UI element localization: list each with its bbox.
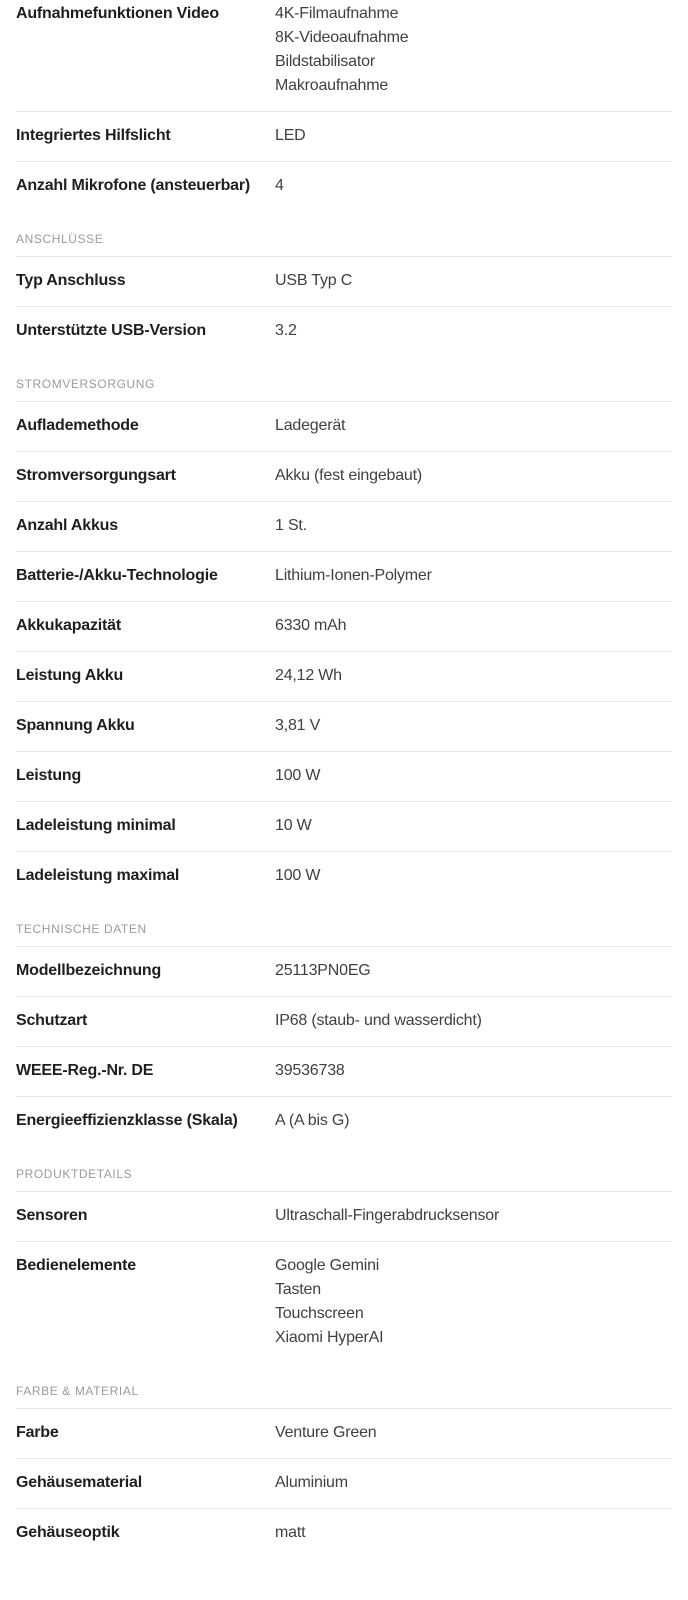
spec-row [16, 1409, 672, 1459]
section-rows [16, 1192, 672, 1363]
spec-section [16, 356, 672, 901]
spec-value-line: 3,81 V [275, 717, 321, 734]
spec-value [275, 1421, 672, 1445]
spec-label: Energieeffizienzklasse (Skala) [16, 1112, 238, 1129]
section-rows [16, 257, 672, 356]
spec-value [275, 864, 672, 888]
spec-row [16, 162, 672, 211]
spec-value-line: 10 W [275, 817, 312, 834]
spec-section [16, 211, 672, 356]
section-title: TECHNISCHE DATEN [16, 901, 672, 947]
spec-label: Farbe [16, 1424, 59, 1441]
section-rows [16, 0, 672, 211]
spec-value-line: matt [275, 1524, 306, 1541]
spec-value-line: Google Gemini [275, 1257, 380, 1274]
spec-label: Leistung [16, 767, 82, 784]
spec-value-line: 4K-Filmaufnahme [275, 5, 399, 22]
section-title: ANSCHLÜSSE [16, 211, 672, 257]
spec-value-line: Lithium-Ionen-Polymer [275, 567, 432, 584]
spec-value [275, 959, 672, 983]
spec-value [275, 319, 672, 343]
spec-value [275, 1204, 672, 1228]
spec-value-line: Xiaomi HyperAI [275, 1329, 384, 1346]
section-rows [16, 402, 672, 901]
spec-row [16, 852, 672, 901]
spec-row [16, 502, 672, 552]
spec-value-line: 100 W [275, 767, 321, 784]
spec-value [275, 124, 672, 148]
spec-row [16, 402, 672, 452]
spec-value-line: IP68 (staub- und wasserdicht) [275, 1012, 482, 1029]
spec-label: Leistung Akku [16, 667, 124, 684]
spec-row [16, 1192, 672, 1242]
spec-row [16, 1097, 672, 1146]
spec-section [16, 0, 672, 211]
spec-value [275, 1059, 672, 1083]
spec-row [16, 702, 672, 752]
spec-value-line: 4 [275, 177, 284, 194]
spec-value-line: Bildstabilisator [275, 53, 375, 70]
spec-value [275, 269, 672, 293]
spec-value-line: USB Typ C [275, 272, 353, 289]
spec-section [16, 1363, 672, 1558]
spec-value [275, 1471, 672, 1495]
spec-row [16, 997, 672, 1047]
spec-row [16, 1242, 672, 1363]
spec-value [275, 514, 672, 538]
spec-label: Bedienelemente [16, 1257, 136, 1274]
spec-value-line: 25113PN0EG [275, 962, 371, 979]
spec-label: Modellbezeichnung [16, 962, 162, 979]
spec-label: Gehäuseoptik [16, 1524, 120, 1541]
spec-label: Integriertes Hilfslicht [16, 127, 171, 144]
spec-value [275, 464, 672, 488]
spec-label: Spannung Akku [16, 717, 135, 734]
spec-label: Unterstützte USB-Version [16, 322, 206, 339]
spec-label: Stromversorgungsart [16, 467, 176, 484]
spec-value [275, 1109, 672, 1133]
spec-value [275, 414, 672, 438]
spec-row [16, 602, 672, 652]
spec-value-line: A (A bis G) [275, 1112, 350, 1129]
section-rows [16, 947, 672, 1146]
spec-value [275, 174, 672, 198]
spec-value-line: 6330 mAh [275, 617, 347, 634]
spec-label: Akkukapazität [16, 617, 121, 634]
spec-value-line: Tasten [275, 1281, 321, 1298]
spec-row [16, 257, 672, 307]
spec-label: WEEE-Reg.-Nr. DE [16, 1062, 154, 1079]
spec-value-line: LED [275, 127, 306, 144]
spec-row [16, 307, 672, 356]
spec-value [275, 1254, 672, 1350]
spec-value [275, 1521, 672, 1545]
spec-value-line: 100 W [275, 867, 321, 884]
spec-label: Schutzart [16, 1012, 88, 1029]
spec-row [16, 552, 672, 602]
section-title: STROMVERSORGUNG [16, 356, 672, 402]
spec-value-line: 1 St. [275, 517, 307, 534]
spec-value-line: Ladegerät [275, 417, 346, 434]
spec-row [16, 112, 672, 162]
spec-value-line: Makroaufnahme [275, 77, 389, 94]
spec-label: Gehäusematerial [16, 1474, 142, 1491]
spec-label: Sensoren [16, 1207, 88, 1224]
spec-label: Anzahl Mikrofone (ansteuerbar) [16, 177, 251, 194]
spec-label: Batterie-/Akku-Technologie [16, 567, 218, 584]
spec-section [16, 1146, 672, 1363]
section-title: FARBE & MATERIAL [16, 1363, 672, 1409]
spec-value [275, 1009, 672, 1033]
spec-value-line: 39536738 [275, 1062, 345, 1079]
spec-row [16, 0, 672, 112]
spec-label: Typ Anschluss [16, 272, 126, 289]
spec-row [16, 652, 672, 702]
spec-row [16, 1047, 672, 1097]
spec-row [16, 452, 672, 502]
spec-row [16, 1509, 672, 1558]
spec-label: Ladeleistung minimal [16, 817, 176, 834]
spec-row [16, 802, 672, 852]
spec-value-line: Venture Green [275, 1424, 377, 1441]
spec-label: Ladeleistung maximal [16, 867, 180, 884]
spec-value [275, 2, 672, 98]
spec-section [16, 901, 672, 1146]
section-title: PRODUKTDETAILS [16, 1146, 672, 1192]
spec-row [16, 947, 672, 997]
spec-value-line: 8K-Videoaufnahme [275, 29, 409, 46]
spec-row [16, 1459, 672, 1509]
spec-value-line: Touchscreen [275, 1305, 364, 1322]
spec-value-line: 3.2 [275, 322, 297, 339]
spec-value [275, 564, 672, 588]
spec-value [275, 814, 672, 838]
spec-row [16, 752, 672, 802]
spec-value [275, 714, 672, 738]
spec-value-line: Aluminium [275, 1474, 348, 1491]
spec-value [275, 664, 672, 688]
spec-value [275, 764, 672, 788]
spec-value-line: Akku (fest eingebaut) [275, 467, 422, 484]
spec-value [275, 614, 672, 638]
section-rows [16, 1409, 672, 1558]
spec-value-line: 24,12 Wh [275, 667, 342, 684]
spec-label: Anzahl Akkus [16, 517, 118, 534]
spec-label: Auflademethode [16, 417, 139, 434]
spec-label: Aufnahmefunktionen Video [16, 5, 219, 22]
spec-value-line: Ultraschall-Fingerabdrucksensor [275, 1207, 500, 1224]
